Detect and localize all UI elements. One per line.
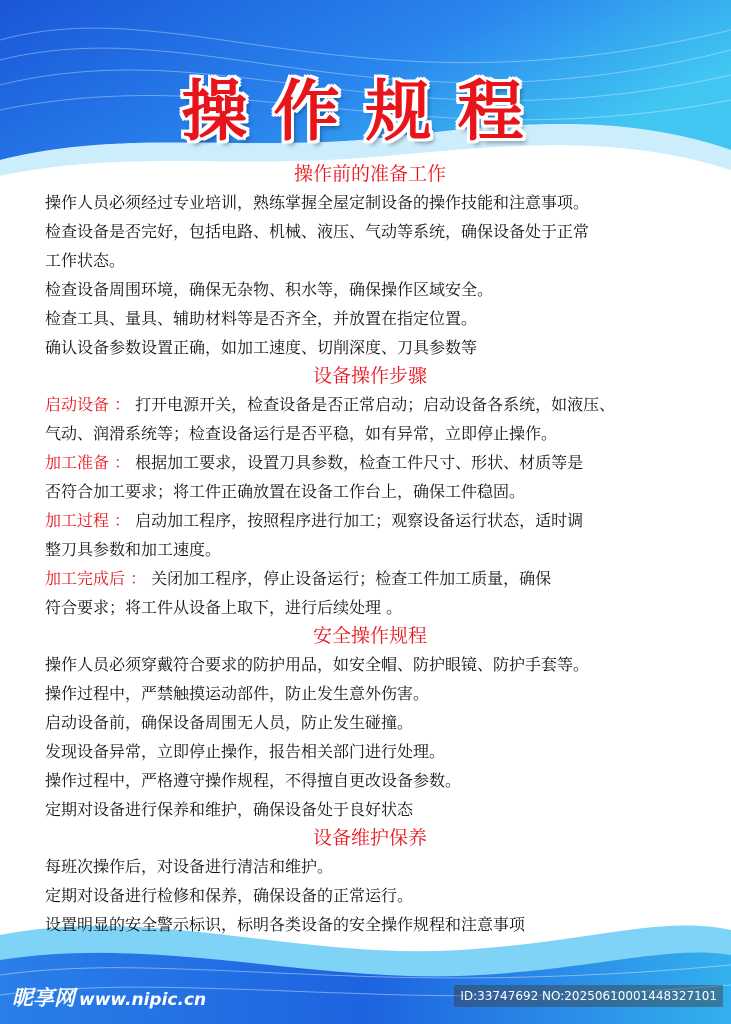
text-line: 定期对设备进行保养和维护，确保设备处于良好状态 — [45, 800, 414, 819]
step-text: 整刀具参数和加工速度。 — [45, 540, 222, 559]
text-line: 检查设备周围环境，确保无杂物、积水等，确保操作区域安全。 — [45, 280, 494, 299]
text-line: 发现设备异常，立即停止操作，报告相关部门进行处理。 — [45, 742, 446, 761]
step-label: 加工准备 ： — [45, 453, 131, 472]
text-line: 确认设备参数设置正确，如加工速度、切削深度、刀具参数等 — [45, 338, 478, 357]
step-text: 关闭加工程序，停止设备运行；检查工件加工质量，确保 — [146, 569, 552, 588]
text-line: 操作人员必须穿戴符合要求的防护用品，如安全帽、防护眼镜、防护手套等。 — [45, 655, 590, 674]
text-line: 定期对设备进行检修和保养，确保设备的正常运行。 — [45, 886, 414, 905]
step-text: 打开电源开关，检查设备是否正常启动；启动设备各系统，如液压、 — [130, 395, 616, 414]
step-text: 气动、润滑系统等；检查设备运行是否平稳，如有异常，立即停止操作。 — [45, 424, 558, 443]
text-line: 操作过程中，严格遵守操作规程，不得擅自更改设备参数。 — [45, 771, 462, 790]
text-line: 检查工具、量具、辅助材料等是否齐全，并放置在指定位置。 — [45, 309, 478, 328]
section-maintenance — [45, 824, 695, 939]
section-heading: 操作前的准备工作 — [293, 163, 446, 185]
text-line: 检查设备是否完好，包括电路、机械、液压、气动等系统，确保设备处于正常 — [45, 222, 590, 241]
text-line: 启动设备前，确保设备周围无人员，防止发生碰撞。 — [45, 713, 414, 732]
step-finish — [45, 564, 695, 622]
step-text: 符合要求；将工件从设备上取下，进行后续处理 。 — [45, 598, 403, 617]
section-preparation — [45, 160, 695, 362]
watermark-logo — [12, 984, 206, 1012]
step-label: 启动设备 ： — [45, 395, 131, 414]
watermark-url: www.nipic.cn — [79, 990, 207, 1010]
section-heading: 设备维护保养 — [312, 827, 427, 849]
text-line: 操作人员必须经过专业培训，熟练掌握全屋定制设备的操作技能和注意事项。 — [45, 193, 590, 212]
step-process — [45, 506, 695, 564]
text-line: 每班次操作后，对设备进行清洁和维护。 — [45, 857, 334, 876]
section-heading: 安全操作规程 — [312, 625, 427, 647]
step-label: 加工完成后 ： — [45, 569, 147, 588]
text-line: 工作状态。 — [45, 251, 126, 270]
page-title: 操作规程 — [181, 73, 550, 150]
watermark-id: ID:33747692 NO:20250610001448327101 — [454, 985, 723, 1007]
content-body — [45, 160, 695, 939]
step-text: 启动加工程序，按照程序进行加工；观察设备运行状态，适时调 — [130, 511, 584, 530]
step-text: 否符合加工要求；将工件正确放置在设备工作台上，确保工件稳固。 — [45, 482, 526, 501]
watermark-brand: 昵享网 — [12, 986, 75, 1010]
step-start — [45, 390, 695, 448]
step-prepare — [45, 448, 695, 506]
section-operation-steps — [45, 362, 695, 622]
section-safety — [45, 622, 695, 824]
text-line: 设置明显的安全警示标识，标明各类设备的安全操作规程和注意事项 — [45, 915, 526, 934]
step-text: 根据加工要求，设置刀具参数，检查工件尺寸、形状、材质等是 — [130, 453, 584, 472]
step-label: 加工过程 ： — [45, 511, 131, 530]
text-line: 操作过程中，严禁触摸运动部件，防止发生意外伤害。 — [45, 684, 430, 703]
section-heading: 设备操作步骤 — [312, 365, 427, 387]
